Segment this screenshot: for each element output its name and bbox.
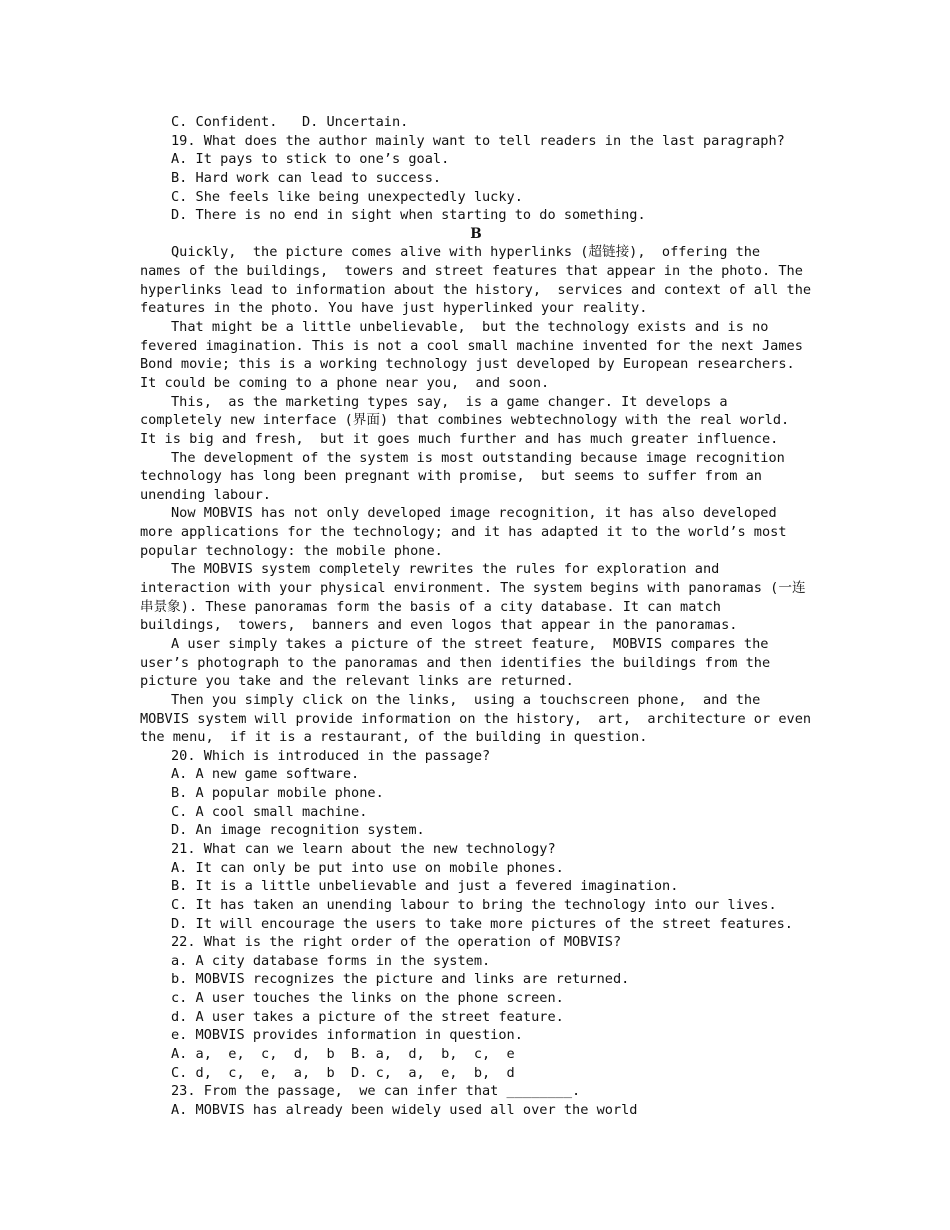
- q20-option-c: C. A cool small machine.: [171, 803, 368, 820]
- passage-line: Now MOBVIS has not only developed image recognition, it has also developed: [171, 505, 777, 522]
- q22-step-e: e. MOBVIS provides information in question.: [171, 1027, 523, 1044]
- passage-line: It is big and fresh, but it goes much further and has much greater influence.: [140, 430, 779, 447]
- passage-line: features in the photo. You have just hyperlinked your reality.: [140, 300, 648, 317]
- passage-line: picture you take and the relevant links are returned.: [140, 673, 574, 690]
- passage-line: user’s photograph to the panoramas and then identifies the buildings from the: [140, 654, 771, 671]
- q22-step-b: b. MOBVIS recognizes the picture and links are returned.: [171, 971, 630, 988]
- passage: [140, 243, 812, 746]
- q22-step-a: a. A city database forms in the system.: [171, 952, 491, 969]
- q19-option-a: A. It pays to stick to one’s goal.: [171, 151, 450, 168]
- q21-option-d: D. It will encourage the users to take more pictures of the street features.: [171, 915, 793, 932]
- question-21: 21. What can we learn about the new technology?: [171, 840, 556, 857]
- q22-options-cd: C. d, c, e, a, b D. c, a, e, b, d: [171, 1064, 515, 1081]
- passage-line: technology has long been pregnant with promise, but seems to suffer from an: [140, 468, 762, 485]
- passage-line: interaction with your physical environment. The system begins with panoramas (一连: [140, 580, 806, 597]
- question-19: 19. What does the author mainly want to tell readers in the last paragraph?: [171, 132, 785, 149]
- passage-line: Bond movie; this is a working technology just developed by European researchers.: [140, 356, 795, 373]
- q20-option-d: D. An image recognition system.: [171, 822, 425, 839]
- q21-option-b: B. It is a little unbelievable and just a fevered imagination.: [171, 878, 679, 895]
- passage-line: unending labour.: [140, 486, 271, 503]
- passage-line: names of the buildings, towers and street features that appear in the photo. The: [140, 263, 803, 280]
- question-20: 20. Which is introduced in the passage?: [171, 747, 491, 764]
- q20-option-a: A. A new game software.: [171, 766, 360, 783]
- passage-line: The MOBVIS system completely rewrites the rules for exploration and: [171, 561, 720, 578]
- passage-line: Quickly, the picture comes alive with hyperlinks (超链接), offering the: [171, 244, 761, 261]
- q19-option-b: B. Hard work can lead to success.: [171, 169, 442, 186]
- q22-step-d: d. A user takes a picture of the street feature.: [171, 1008, 564, 1025]
- q20-option-b: B. A popular mobile phone.: [171, 785, 384, 802]
- q19-option-d: D. There is no end in sight when starting to do something.: [171, 207, 646, 224]
- passage-line: completely new interface (界面) that combines webtechnology with the real world.: [140, 412, 790, 429]
- passage-line: This, as the marketing types say, is a game changer. It develops a: [171, 393, 728, 410]
- question-23: 23. From the passage, we can infer that ________.: [171, 1083, 581, 1100]
- questions: [140, 747, 812, 1120]
- passage-line: The development of the system is most outstanding because image recognition: [171, 449, 785, 466]
- passage-line: 串景象). These panoramas form the basis of a city database. It can match: [140, 598, 721, 615]
- q22-step-c: c. A user touches the links on the phone screen.: [171, 990, 564, 1007]
- q18-options-tail: C. Confident. D. Uncertain.: [171, 114, 409, 130]
- passage-line: It could be coming to a phone near you, and soon.: [140, 374, 550, 391]
- section-title: B: [470, 225, 482, 242]
- passage-line: That might be a little unbelievable, but the technology exists and is no: [171, 319, 769, 336]
- passage-line: more applications for the technology; and it has adapted it to the world’s most: [140, 524, 787, 541]
- question-22: 22. What is the right order of the operation of MOBVIS?: [171, 934, 622, 951]
- q19-option-c: C. She feels like being unexpectedly lucky.: [171, 188, 523, 205]
- passage-line: Then you simply click on the links, using a touchscreen phone, and the: [171, 691, 761, 708]
- document-page: [140, 113, 812, 1120]
- passage-line: A user simply takes a picture of the street feature, MOBVIS compares the: [171, 635, 769, 652]
- q21-option-a: A. It can only be put into use on mobile phones.: [171, 859, 564, 876]
- q23-option-a: A. MOBVIS has already been widely used all over the world: [171, 1101, 638, 1118]
- passage-line: fevered imagination. This is not a cool small machine invented for the next James: [140, 337, 803, 354]
- q22-options-ab: A. a, e, c, d, b B. a, d, b, c, e: [171, 1046, 515, 1063]
- passage-line: hyperlinks lead to information about the history, services and context of all the: [140, 281, 812, 298]
- passage-line: buildings, towers, banners and even logos that appear in the panoramas.: [140, 617, 738, 634]
- q21-option-c: C. It has taken an unending labour to bring the technology into our lives.: [171, 896, 777, 913]
- passage-line: MOBVIS system will provide information on the history, art, architecture or even: [140, 710, 812, 727]
- passage-line: popular technology: the mobile phone.: [140, 542, 443, 559]
- passage-line: the menu, if it is a restaurant, of the building in question.: [140, 729, 648, 746]
